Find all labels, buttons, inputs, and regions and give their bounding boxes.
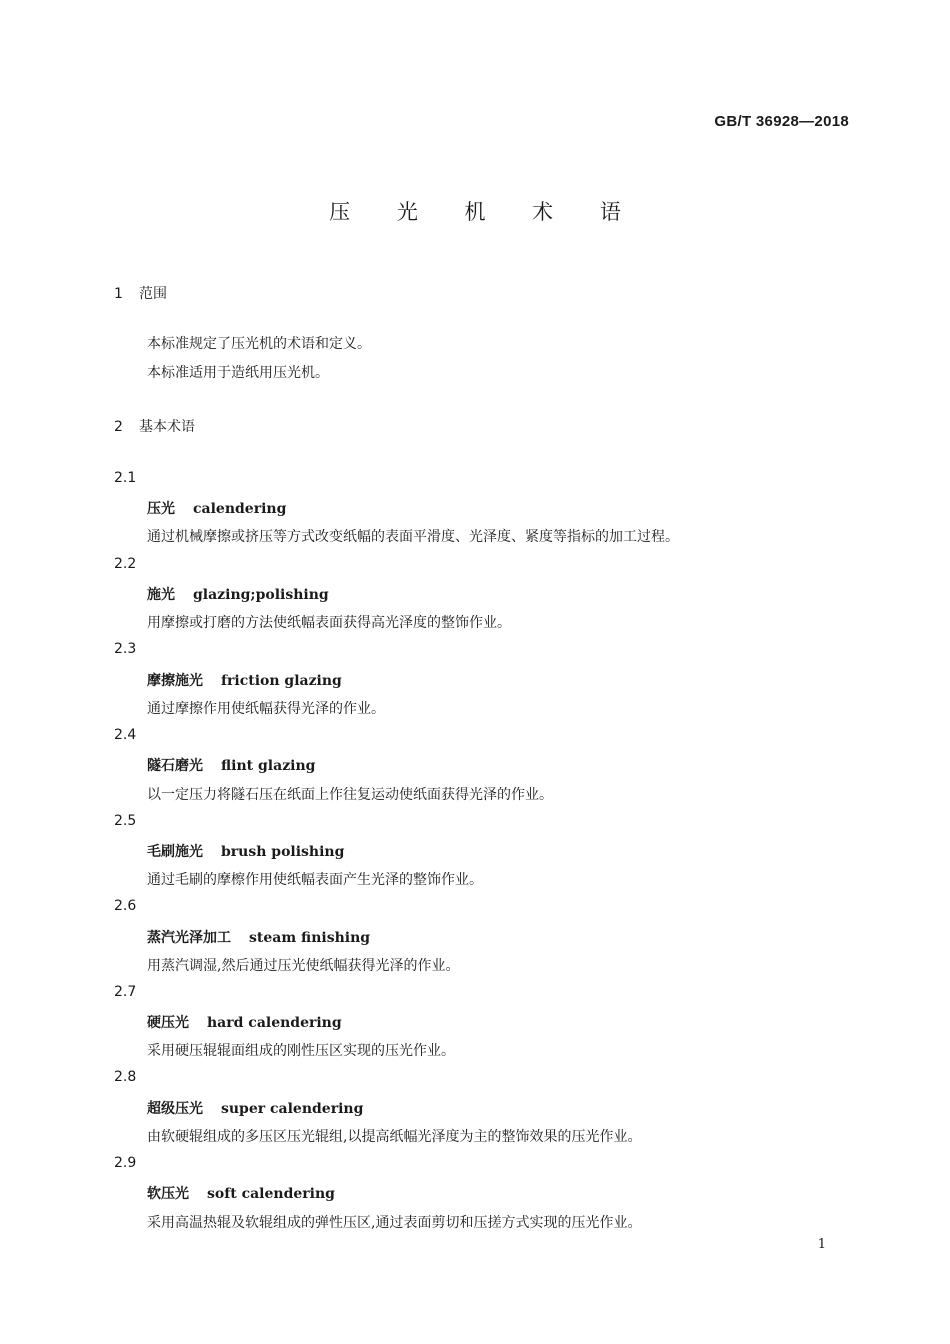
document-title: 压 光 机 术 语	[329, 200, 641, 224]
term-number: 2.9	[114, 1155, 137, 1171]
term-english: calendering	[193, 501, 287, 517]
term-english: friction glazing	[221, 673, 342, 689]
section-heading-scope	[114, 283, 167, 303]
term-number: 2.2	[114, 556, 137, 572]
term-number: 2.3	[114, 641, 137, 657]
term-number: 2.4	[114, 727, 137, 743]
term-definition: 以一定压力将隧石压在纸面上作往复运动使纸面获得光泽的作业。	[147, 787, 553, 803]
term-chinese: 蒸汽光泽加工	[147, 930, 231, 946]
term-entry	[147, 1098, 363, 1118]
section-heading-basic-terms	[114, 416, 195, 436]
term-definition: 采用硬压辊辊面组成的刚性压区实现的压光作业。	[147, 1043, 455, 1059]
term-english: brush polishing	[221, 844, 345, 860]
term-chinese: 毛刷施光	[147, 844, 203, 860]
term-chinese: 摩擦施光	[147, 673, 203, 689]
term-number: 2.6	[114, 898, 137, 914]
term-chinese: 压光	[147, 501, 175, 517]
term-entry	[147, 498, 286, 518]
term-definition: 用蒸汽调湿,然后通过压光使纸幅获得光泽的作业。	[147, 958, 460, 974]
term-chinese: 施光	[147, 587, 175, 603]
standard-code: GB/T 36928—2018	[714, 113, 849, 130]
term-english: super calendering	[221, 1101, 364, 1117]
term-definition: 通过毛刷的摩檫作用使纸幅表面产生光泽的整饰作业。	[147, 872, 483, 888]
term-number: 2.8	[114, 1069, 137, 1085]
section-title: 范围	[139, 286, 167, 302]
term-definition: 采用高温热辊及软辊组成的弹性压区,通过表面剪切和压搓方式实现的压光作业。	[147, 1215, 642, 1231]
term-chinese: 硬压光	[147, 1015, 189, 1031]
term-entry	[147, 584, 329, 604]
term-chinese: 软压光	[147, 1186, 189, 1202]
term-english: soft calendering	[207, 1186, 335, 1202]
term-entry	[147, 841, 344, 861]
section-title: 基本术语	[139, 419, 195, 435]
term-entry	[147, 1183, 335, 1203]
section-number: 2	[114, 419, 123, 435]
term-chinese: 超级压光	[147, 1101, 203, 1117]
term-entry	[147, 755, 315, 775]
term-chinese: 隧石磨光	[147, 758, 203, 774]
term-english: hard calendering	[207, 1015, 342, 1031]
scope-paragraph-2: 本标准适用于造纸用压光机。	[147, 365, 329, 381]
scope-paragraph-1: 本标准规定了压光机的术语和定义。	[147, 336, 371, 352]
term-definition: 用摩擦或打磨的方法使纸幅表面获得高光泽度的整饰作业。	[147, 615, 511, 631]
term-english: flint glazing	[221, 758, 316, 774]
term-number: 2.5	[114, 813, 137, 829]
page-number: 1	[817, 1237, 826, 1252]
term-english: glazing;polishing	[193, 587, 329, 603]
term-entry	[147, 670, 342, 690]
term-definition: 通过摩擦作用使纸幅获得光泽的作业。	[147, 701, 385, 717]
term-definition: 由软硬辊组成的多压区压光辊组,以提高纸幅光泽度为主的整饰效果的压光作业。	[147, 1129, 642, 1145]
term-definition: 通过机械摩擦或挤压等方式改变纸幅的表面平滑度、光泽度、紧度等指标的加工过程。	[147, 529, 679, 545]
section-number: 1	[114, 286, 123, 302]
term-number: 2.1	[114, 470, 137, 486]
term-entry	[147, 927, 370, 947]
term-english: steam finishing	[249, 930, 371, 946]
term-number: 2.7	[114, 984, 137, 1000]
term-entry	[147, 1012, 342, 1032]
